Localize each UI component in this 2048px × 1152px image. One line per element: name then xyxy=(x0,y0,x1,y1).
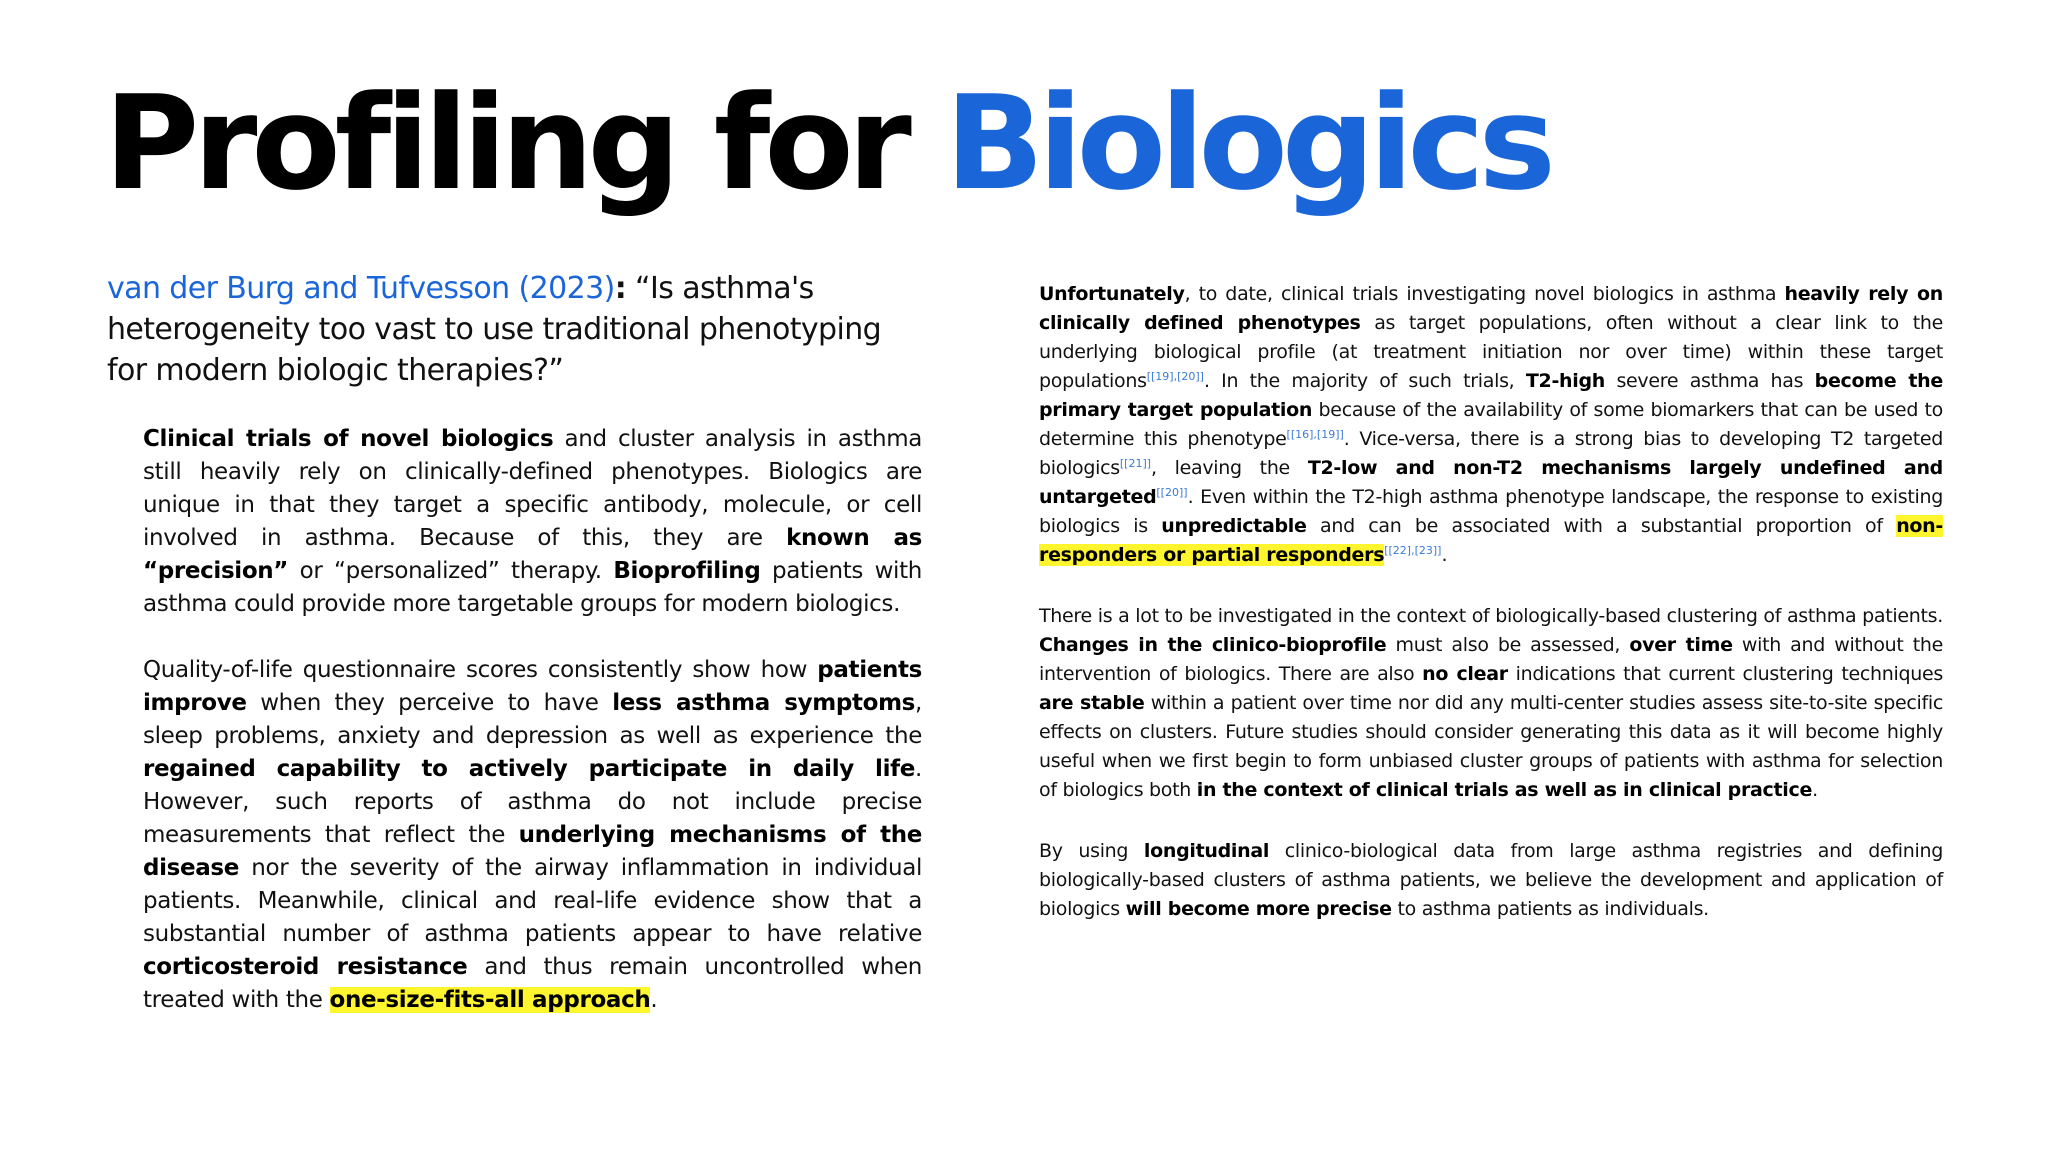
bold-text: patients improve xyxy=(143,657,922,716)
citation-ref: [[16] xyxy=(1286,428,1314,441)
bold-text: become the primary target population xyxy=(1039,370,1943,421)
highlighted-text: non-responders or partial responders xyxy=(1039,515,1943,566)
text-run: . xyxy=(1441,544,1448,566)
text-run: because of the availability of some biomarkers that can be used to determine this phenotype xyxy=(1039,399,1943,450)
text-run: . Even within the T2-high asthma phenotype landscape, the response to existing biologics is xyxy=(1039,486,1943,537)
bold-text: T2-low and non-T2 mechanisms largely undefined and untargeted xyxy=(1039,457,1943,508)
quote-text: “Is asthma's heterogeneity too vast to use traditional phenotyping for modern biologic therapies?” xyxy=(107,271,882,388)
text-run: There is a lot to be investigated in the context of biologically-based clustering of asthma patients. xyxy=(1039,605,1943,627)
text-run: , leaving the xyxy=(1151,457,1308,479)
right-paragraph-2 xyxy=(1039,602,1943,805)
citation-ref: [23]] xyxy=(1414,544,1442,557)
citation-ref: , xyxy=(1173,370,1178,383)
citation-ref: [[22] xyxy=(1384,544,1412,557)
text-run: . In the majority of such trials, xyxy=(1203,370,1526,392)
quote-colon: : xyxy=(614,271,627,306)
right-column xyxy=(1039,280,1943,924)
highlighted-text: one-size-fits-all approach xyxy=(329,987,651,1013)
research-question-quote xyxy=(107,268,922,391)
right-paragraph-1 xyxy=(1039,280,1943,570)
bold-text: heavily rely on clinically defined phenotypes xyxy=(1039,283,1943,334)
citation-ref: [[21]] xyxy=(1119,457,1152,470)
bold-text: less asthma symptoms xyxy=(612,690,916,716)
bold-text: longitudinal xyxy=(1143,840,1270,862)
bold-text: will become more precise xyxy=(1125,898,1392,920)
right-paragraph-3 xyxy=(1039,837,1943,924)
bold-text: Clinical trials of novel biologics xyxy=(143,426,554,452)
citation-ref: , xyxy=(1313,428,1317,441)
slide-title xyxy=(104,67,1550,219)
text-run: must also be assessed, xyxy=(1386,634,1630,656)
bold-text: regained capability to actively participate in daily life xyxy=(143,756,916,782)
text-run: and thus remain uncontrolled when treated with the xyxy=(143,954,922,1013)
bold-text: over time xyxy=(1629,634,1733,656)
text-run: . xyxy=(650,987,658,1013)
text-run: . xyxy=(1812,779,1818,801)
bold-text: Unfortunately xyxy=(1039,283,1185,305)
left-paragraph-1 xyxy=(143,423,922,621)
text-run: indications that current clustering techniques xyxy=(1507,663,1943,685)
bold-text: Bioprofiling xyxy=(613,558,761,584)
text-run: with and without the intervention of biologics. There are also xyxy=(1039,634,1943,685)
text-run: . However, such reports of asthma do not include precise measurements that reflect the xyxy=(143,756,922,848)
text-run: nor the severity of the airway inflammation in individual patients. Meanwhile, clinical and real-life evidence show that a substantial number of asthma patients appear to have relative xyxy=(143,855,922,947)
text-run: to asthma patients as individuals. xyxy=(1391,898,1709,920)
left-paragraph-2 xyxy=(143,654,922,1017)
text-run: as target populations, often without a clear link to the underlying biological profile (at treatment initiation nor over time) within these target populations xyxy=(1039,312,1943,392)
text-run: , sleep problems, anxiety and depression as well as experience the xyxy=(143,690,922,749)
text-run: clinico-biological data from large asthma registries and defining biologically-based clusters of asthma patients, we believe the development and application of biologics xyxy=(1039,840,1943,920)
citation-ref: [19]] xyxy=(1316,428,1344,441)
quote-citation: van der Burg and Tufvesson (2023) xyxy=(107,271,615,306)
text-run: and cluster analysis in asthma still heavily rely on clinically-defined phenotypes. Biologics are unique in that they target a specific antibody, molecule, or cell involved in asthma. Because of this, they are xyxy=(143,426,922,551)
text-run: , to date, clinical trials investigating novel biologics in asthma xyxy=(1184,283,1785,305)
bold-text: no clear xyxy=(1422,663,1508,685)
bold-text: corticosteroid resistance xyxy=(143,954,468,980)
bold-text: unpredictable xyxy=(1161,515,1307,537)
bold-text: T2-high xyxy=(1525,370,1605,392)
left-body xyxy=(143,423,922,1017)
text-run: By using xyxy=(1039,840,1144,862)
text-run: Quality-of-life questionnaire scores consistently show how xyxy=(143,657,818,683)
text-run: . Vice-versa, there is a strong bias to developing T2 targeted biologics xyxy=(1039,428,1943,479)
citation-ref: [[19] xyxy=(1146,370,1174,383)
title-accent: Biologics xyxy=(945,67,1550,219)
left-column xyxy=(107,268,922,1017)
text-run: within a patient over time nor did any multi-center studies assess site-to-site specific effects on clusters. Future studies should consider generating this data as it will become highly useful when we first begin to form unbiased cluster groups of patients with asthma for selection of biologics both xyxy=(1039,692,1944,801)
title-main: Profiling for xyxy=(104,67,946,219)
bold-text: underlying mechanisms of the disease xyxy=(143,822,922,881)
citation-ref: [[20]] xyxy=(1156,486,1188,499)
text-run: or “personalized” therapy. xyxy=(288,558,614,584)
text-run: severe asthma has xyxy=(1605,370,1815,392)
citation-ref: [20]] xyxy=(1177,370,1204,383)
bold-text: Changes in the clinico-bioprofile xyxy=(1039,634,1387,656)
text-run: when they perceive to have xyxy=(246,690,613,716)
text-run: and can be associated with a substantial proportion of xyxy=(1306,515,1897,537)
text-run: patients with asthma could provide more targetable groups for modern biologics. xyxy=(143,558,922,617)
bold-text: known as “precision” xyxy=(143,525,923,584)
citation-ref: , xyxy=(1411,544,1415,557)
bold-text: in the context of clinical trials as well as in clinical practice xyxy=(1196,779,1813,801)
bold-text: are stable xyxy=(1039,692,1145,714)
